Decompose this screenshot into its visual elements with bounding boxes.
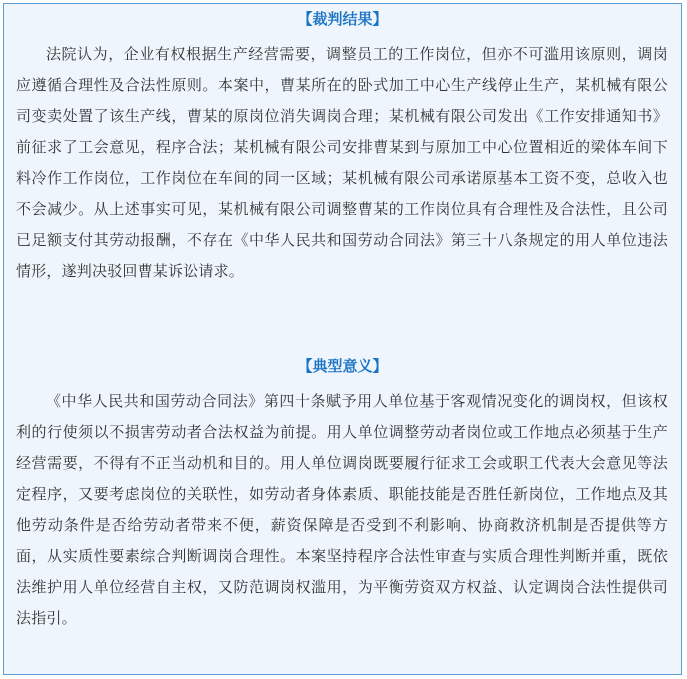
section-body-typical-significance: 《中华人民共和国劳动合同法》第四十条赋予用人单位基于客观情况变化的调岗权，但该权利的行使须以不损害劳动者合法权益为前提。用人单位调整劳动者岗位或工作地点必须基于生产经营需要，不得有不正当动机和目的。用人单位调岗既要履行征求工会或职工代表大会意见等法定程序，又要考虑岗位的关联性，如劳动者身体素质、职能技能是否胜任新岗位，工作地点及其他劳动条件是否给劳动者带来不便，薪资保障是否受到不利影响、协商救济机制是否提供等方面，从实质性要素综合判断调岗合理性。本案坚持程序合法性审查与实质合理性判断并重，既依法维护用人单位经营自主权，又防范调岗权滥用，为平衡劳资双方权益、认定调岗合法性提供司法指引。 [16,392,668,627]
case-panel [3,3,682,675]
section-heading-typical-significance: 【典型意义】 [297,357,388,375]
section-body-judgment-result: 法院认为，企业有权根据生产经营需要，调整员工的工作岗位，但亦不可滥用该原则，调岗应遵循合理性及合法性原则。本案中，曹某所在的卧式加工中心生产线停止生产，某机械有限公司变卖处置了该生产线，曹某的原岗位消失调岗合理；某机械有限公司发出《工作安排通知书》前征求了工会意见，程序合法；某机械有限公司安排曹某到与原加工中心位置相近的梁体车间下料冷作工作岗位，工作岗位在车间的同一区域；某机械有限公司承诺原基本工资不变，总收入也不会减少。从上述事实可见，某机械有限公司调整曹某的工作岗位具有合理性及合法性，且公司已足额支付其劳动报酬，不存在《中华人民共和国劳动合同法》第三十八条规定的用人单位违法情形，遂判决驳回曹某诉讼请求。 [16,45,668,280]
section-heading-judgment-result: 【裁判结果】 [297,10,388,28]
